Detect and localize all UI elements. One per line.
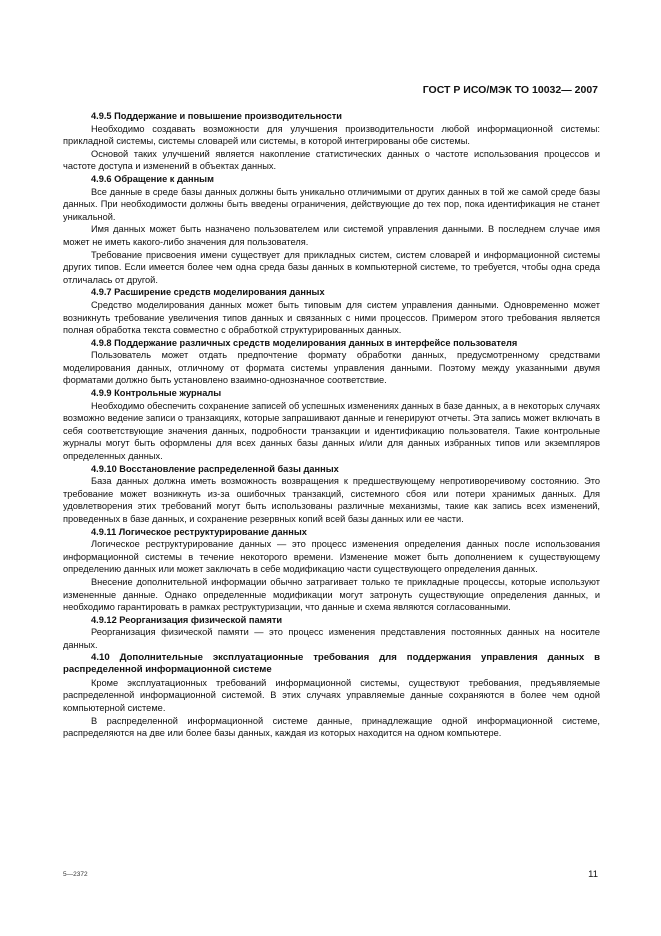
- section-heading-4-9-7: 4.9.7 Расширение средств моделирования данных: [91, 287, 325, 298]
- print-code: 5—2372: [63, 871, 88, 878]
- section-heading-4-9-10: 4.9.10 Восстановление распределенной базы данных: [91, 463, 339, 474]
- paragraph: Реорганизация физической памяти — это процесс изменения представления постоянных данных на носителе данных.: [63, 627, 600, 650]
- page-number: 11: [588, 869, 598, 880]
- paragraph: В распределенной информационной системе данные, принадлежащие одной информационной системе, распределяются на две или более базы данных, каждая из которых находится на одном компьютере.: [63, 715, 600, 739]
- section-heading-4-9-12: 4.9.12 Реорганизация физической памяти: [91, 614, 283, 625]
- paragraph: Основой таких улучшений является накопление статистических данных о частоте использования процессов и частоте доступа и изменений в объектах данных.: [63, 148, 600, 172]
- paragraph: База данных должна иметь возможность возвращения к предшествующему непротиворечивому состоянию. Это требование может возникнуть из-за ошибочных транзакций, системного сбоя или потери хранимых данных. Для удовлетворения этих требований могут быть использованы различные механизмы, такие как запись всех изменений, проведенных в базе данных, и сохранение резервных копий всей базы данных или ее части.: [63, 476, 600, 524]
- paragraph: Внесение дополнительной информации обычно затрагивает только те прикладные процессы, которые используют измененные данные. Однако определенные модификации могут затронуть существующие определения данных, и необходимо гарантировать в рамках реструктуризации, что данные и схема являются согласованными.: [63, 576, 600, 613]
- standard-number-header: ГОСТ Р ИСО/МЭК ТО 10032— 2007: [422, 84, 598, 96]
- section-heading-4-9-5: 4.9.5 Поддержание и повышение производительности: [91, 111, 342, 121]
- paragraph: Пользователь может отдать предпочтение формату обработки данных, предусмотренному средствами моделирования данных, отличному от формата системы управления данными. Поэтому между указанными двумя форматами должно быть установлено взаимно-однозначное соответствие.: [63, 350, 600, 386]
- paragraph: Логическое реструктурирование данных — это процесс изменения определения данных после использования информационной системы в течение некоторого времени. Изменение может быть дополнением к существующему определению данных или может заключать в себе модификацию части существующего определения данных.: [63, 539, 600, 575]
- paragraph: Имя данных может быть назначено пользователем или системой управления данными. В последнем случае имя может не иметь какого-либо значения для пользователя.: [63, 224, 600, 247]
- paragraph: Требование присвоения имени существует для прикладных систем, систем словарей и информационной системы других типов. Если имеется более чем одна среда базы данных в компьютерной системе, то требуется, чтобы одна среда отличалась от другой.: [63, 249, 600, 285]
- section-heading-4-9-11: 4.9.11 Логическое реструктурирование данных: [91, 526, 307, 537]
- paragraph: Кроме эксплуатационных требований информационной системы, существуют требования, предъявляемые распределенной информационной системой. В этих случаях управляемые данные сохраняются в более чем одной компьютерной системе.: [63, 677, 600, 713]
- paragraph: Средство моделирования данных может быть типовым для систем управления данными. Одновременно может возникнуть требование увеличения типов данных и связанных с ними процессов. Примером этого требования является полная обработка текста совместно с обработкой структурированных данных.: [63, 299, 600, 336]
- section-heading-4-9-8: 4.9.8 Поддержание различных средств моделирования данных в интерфейсе пользователя: [91, 337, 518, 348]
- paragraph: Все данные в среде базы данных должны быть уникально отличимыми от других данных в той же самой среде базы данных. При необходимости должны быть введены ограничения, действующие до тех пор, пока идентификация не станет уникальной.: [63, 186, 600, 222]
- paragraph: Необходимо обеспечить сохранение записей об успешных изменениях данных в базе данных, а в некоторых случаях возможно ведение записи о транзакциях, которые запрашивают данные и генерируют отчеты. Эта запись может включать в себя соответствующие значения данных, подробности транзакции и идентификацию пользователя. Такие контрольные журналы могут быть оформлены для всех данных базы данных и/или для данных избранных типов или экземпляров определенных данных.: [63, 400, 600, 462]
- section-heading-4-10: 4.10 Дополнительные эксплуатационные требования для поддержания управления данных в распределенной информационной системе: [63, 651, 600, 676]
- document-body: [63, 110, 600, 740]
- section-heading-4-9-9: 4.9.9 Контрольные журналы: [91, 388, 222, 399]
- paragraph: Необходимо создавать возможности для улучшения производительности любой информационной системы: прикладной системы, системы словарей или системы, в которой интегрированы обе системы.: [63, 123, 600, 147]
- section-heading-4-9-6: 4.9.6 Обращение к данным: [91, 173, 214, 184]
